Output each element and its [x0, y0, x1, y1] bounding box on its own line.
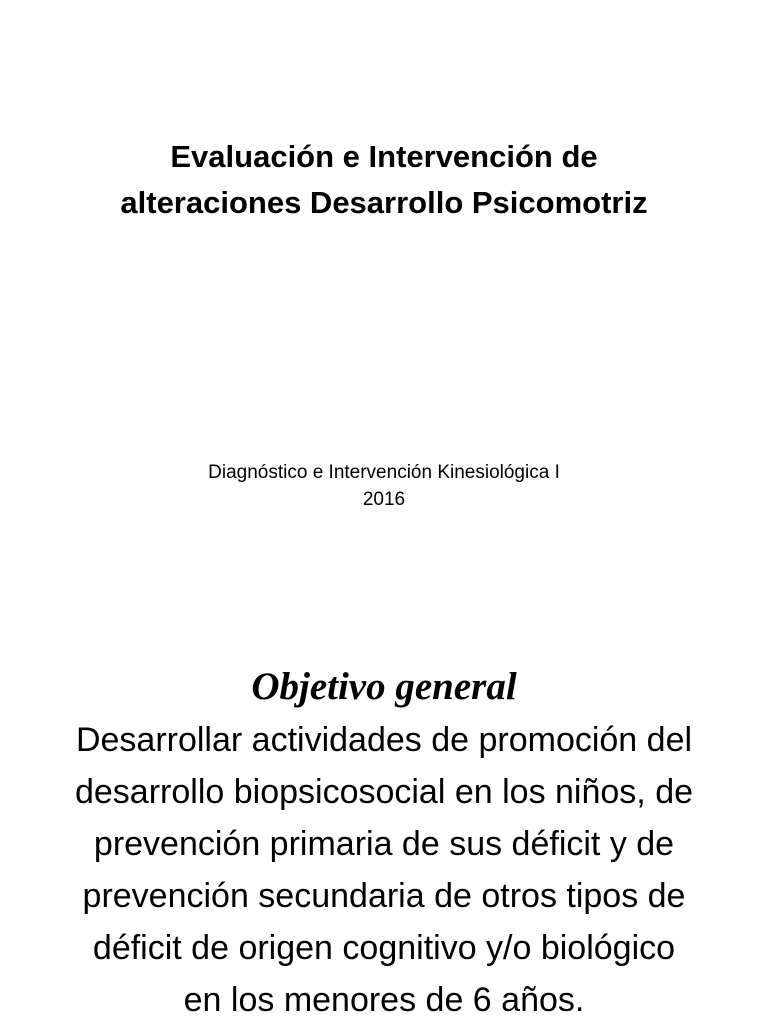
presentation-subtitle: [0, 459, 768, 513]
objective-heading: Objetivo general: [251, 665, 517, 708]
course-name: Diagnóstico e Intervención Kinesiológica I: [208, 462, 560, 483]
title-line-1: Evaluación e Intervención de: [170, 139, 598, 174]
course-year: 2016: [362, 489, 406, 510]
presentation-title: [0, 134, 768, 226]
objective-line-3: prevención primaria de sus déficit y de: [93, 825, 675, 863]
objective-line-2: desarrollo biopsicosocial en los niños, de: [74, 773, 694, 811]
title-line-2: alteraciones Desarrollo Psicomotriz: [120, 185, 648, 220]
objective-line-6: en los menores de 6 años.: [183, 981, 585, 1019]
objective-line-4: prevención secundaria de otros tipos de: [82, 877, 686, 915]
objective-line-5: déficit de origen cognitivo y/o biológico: [92, 929, 676, 967]
objective-line-1: Desarrollar actividades de promoción del: [75, 721, 693, 759]
objective-body: [0, 714, 768, 1026]
